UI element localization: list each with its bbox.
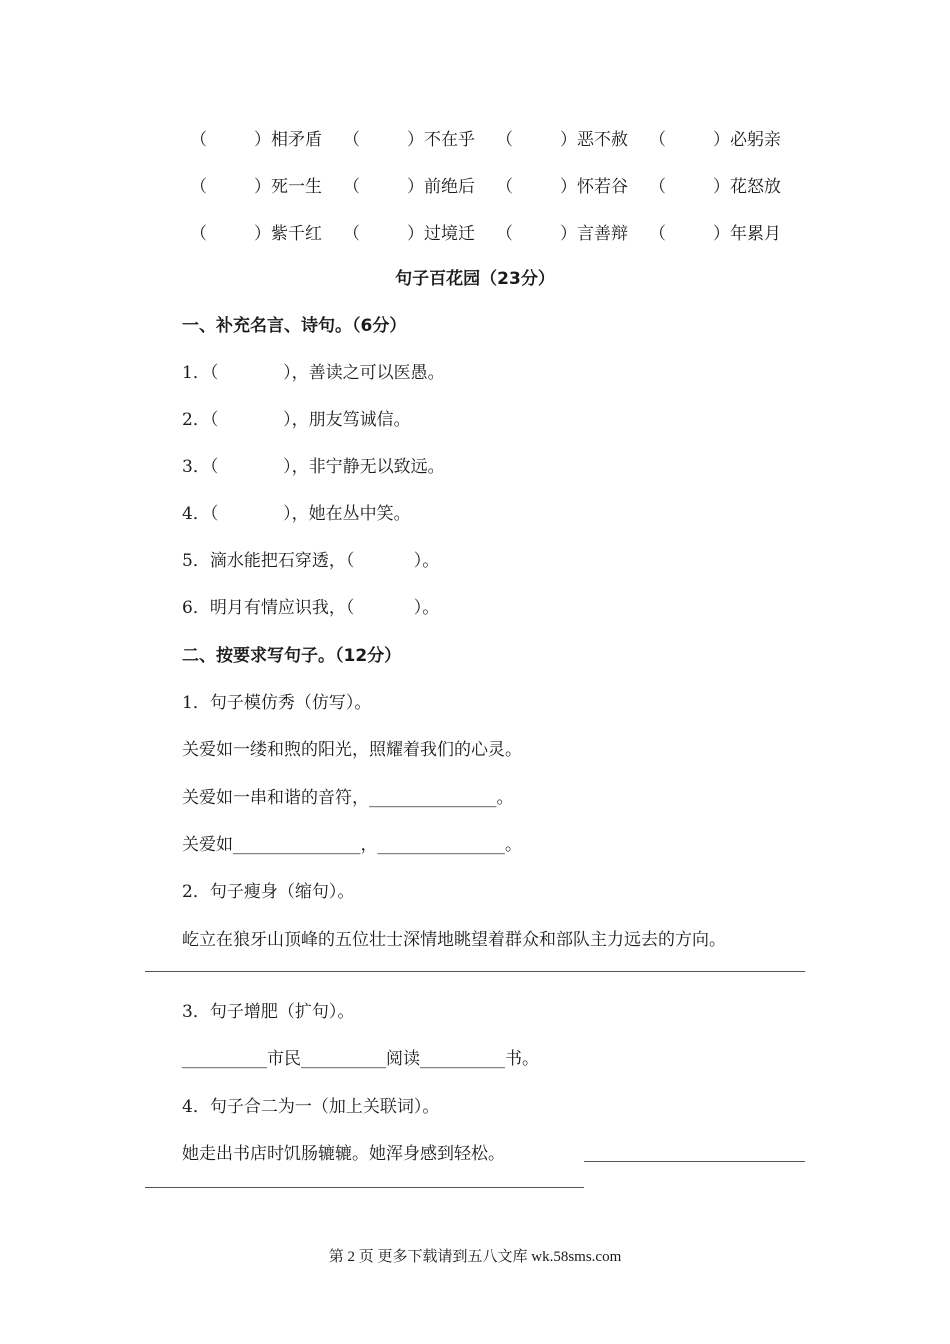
q1-title: 1．句子模仿秀（仿写）。 bbox=[182, 693, 372, 713]
part2-heading: 二、按要求写句子。（12分） bbox=[182, 646, 402, 666]
quote-item: 1．（ ），善读之可以医愚。 bbox=[182, 363, 445, 383]
q3-answer-line: __________市民__________阅读__________书。 bbox=[182, 1049, 539, 1069]
quote-item: 5．滴水能把石穿透，（ ）。 bbox=[182, 551, 440, 571]
idiom-blank: （ ）花怒放 bbox=[649, 177, 781, 197]
q2-title: 2．句子瘦身（缩句）。 bbox=[182, 882, 355, 902]
quote-item: 4．（ ），她在丛中笑。 bbox=[182, 504, 411, 524]
q1-answer-line-2: 关爱如_______________，_______________。 bbox=[182, 835, 522, 855]
quote-item: 6．明月有情应识我，（ ）。 bbox=[182, 598, 440, 618]
q4-answer-line-1 bbox=[584, 1161, 805, 1162]
q4-sentence: 她走出书店时饥肠辘辘。她浑身感到轻松。 bbox=[182, 1144, 505, 1164]
quote-item: 3．（ ），非宁静无以致远。 bbox=[182, 457, 445, 477]
quote-item: 2．（ ），朋友笃诚信。 bbox=[182, 410, 411, 430]
q4-title: 4．句子合二为一（加上关联词）。 bbox=[182, 1097, 440, 1117]
idiom-blank: （ ）不在乎 bbox=[343, 130, 475, 150]
page-footer: 第 2 页 更多下载请到五八文库 wk.58sms.com bbox=[328, 1249, 622, 1265]
idiom-row-2 bbox=[190, 172, 790, 196]
idiom-row-3 bbox=[190, 219, 790, 243]
idiom-blank: （ ）相矛盾 bbox=[190, 130, 322, 150]
idiom-blank: （ ）前绝后 bbox=[343, 177, 475, 197]
idiom-blank: （ ）死一生 bbox=[190, 177, 322, 197]
part1-heading: 一、补充名言、诗句。（6分） bbox=[182, 316, 407, 336]
idiom-blank: （ ）恶不赦 bbox=[496, 130, 628, 150]
q2-answer-line bbox=[145, 971, 805, 972]
idiom-blank: （ ）言善辩 bbox=[496, 224, 628, 244]
idiom-blank: （ ）过境迁 bbox=[343, 224, 475, 244]
q1-example: 关爱如一缕和煦的阳光，照耀着我们的心灵。 bbox=[182, 740, 522, 760]
q4-answer-line-2 bbox=[145, 1187, 584, 1188]
q2-sentence: 屹立在狼牙山顶峰的五位壮士深情地眺望着群众和部队主力远去的方向。 bbox=[182, 930, 726, 950]
idiom-blank: （ ）年累月 bbox=[649, 224, 781, 244]
idiom-row-1 bbox=[190, 125, 790, 149]
q1-answer-line-1: 关爱如一串和谐的音符，_______________。 bbox=[182, 788, 514, 808]
idiom-blank: （ ）紫千红 bbox=[190, 224, 322, 244]
q3-title: 3．句子增肥（扩句）。 bbox=[182, 1002, 355, 1022]
idiom-blank: （ ）必躬亲 bbox=[649, 130, 781, 150]
idiom-blank: （ ）怀若谷 bbox=[496, 177, 628, 197]
section-title: 句子百花园（23分） bbox=[395, 269, 555, 289]
